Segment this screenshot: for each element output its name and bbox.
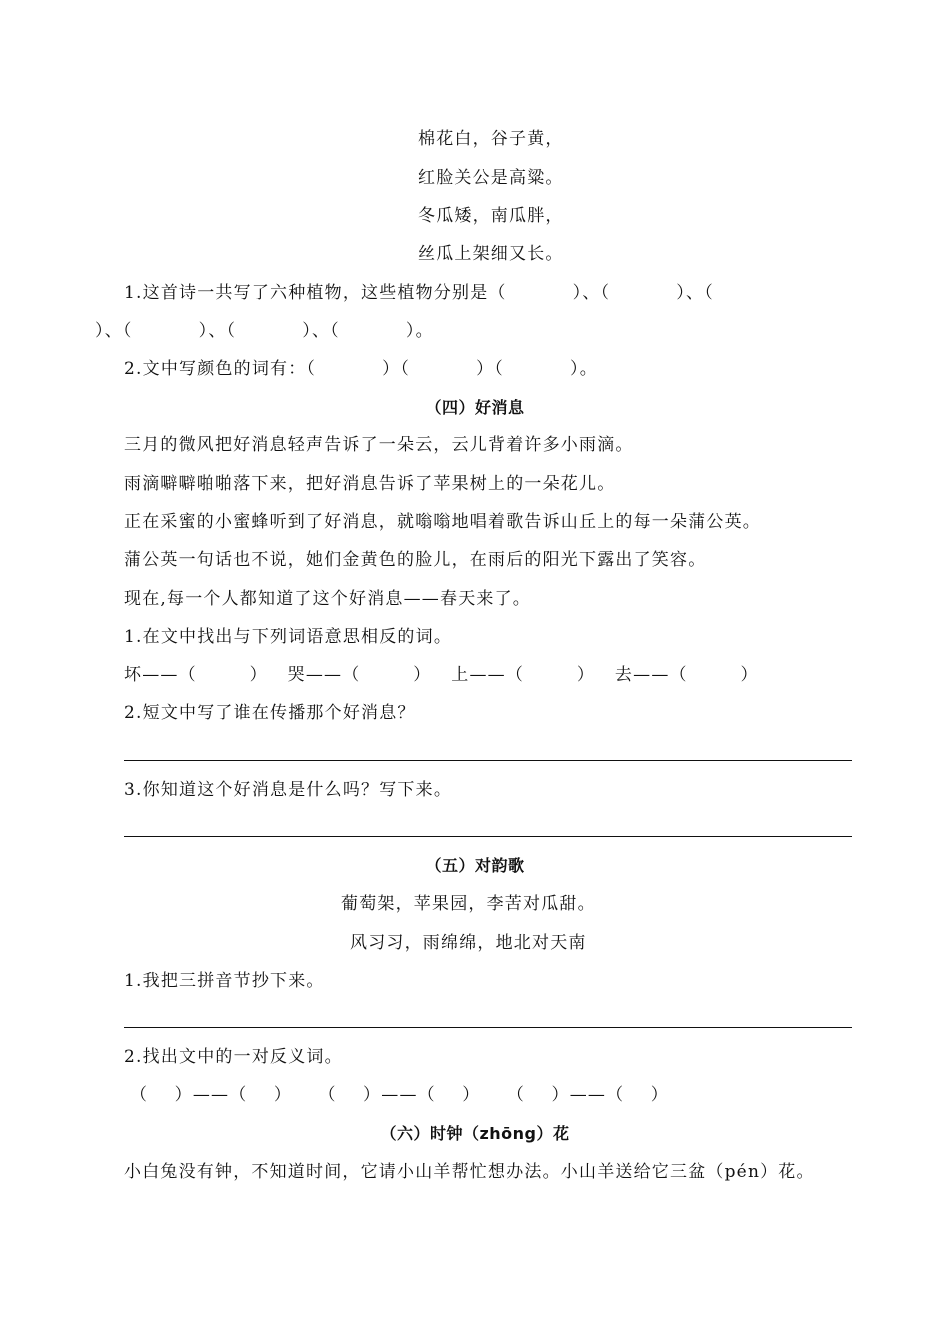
section-4-paragraph-2: 雨滴噼噼啪啪落下来，把好消息告诉了苹果树上的一朵花儿。 <box>124 474 616 494</box>
section-4-title: （四）好消息 <box>425 398 525 417</box>
section-6-title: （六）时钟（zhōng）花 <box>380 1124 570 1143</box>
section-6-paragraph: 小白兔没有钟，不知道时间，它请小山羊帮忙想办法。小山羊送给它三盆（pén）花。 <box>124 1162 815 1182</box>
answer-line-q2 <box>124 760 852 761</box>
question-3-1-line-1: 1.这首诗一共写了六种植物，这些植物分别是（ ）、（ ）、（ <box>124 283 714 303</box>
section-5-question-1: 1.我把三拼音节抄下来。 <box>124 971 325 991</box>
question-3-2: 2.文中写颜色的词有：（ ）（ ）（ ）。 <box>124 359 598 379</box>
poem-line-3: 冬瓜矮，南瓜胖， <box>418 206 564 226</box>
section-4-paragraph-5: 现在,每一个人都知道了这个好消息——春天来了。 <box>124 589 532 609</box>
antonym-pair-blanks: （ ）——（ ） （ ）——（ ） （ ）——（ ） <box>130 1085 669 1105</box>
poem-line-1: 棉花白，谷子黄， <box>418 129 564 149</box>
poem-line-2: 红脸关公是高粱。 <box>418 168 564 188</box>
section-4-question-3: 3.你知道这个好消息是什么吗？写下来。 <box>124 780 453 800</box>
answer-line-q3 <box>124 836 852 837</box>
section-4-question-2: 2.短文中写了谁在传播那个好消息？ <box>124 703 416 723</box>
rhyme-line-1: 葡萄架，苹果园，李苦对瓜甜。 <box>341 894 596 914</box>
section-4-question-1: 1.在文中找出与下列词语意思相反的词。 <box>124 627 453 647</box>
section-5-title: （五）对韵歌 <box>425 856 525 875</box>
poem-line-4: 丝瓜上架细又长。 <box>418 244 564 264</box>
section-5-question-2: 2.找出文中的一对反义词。 <box>124 1047 343 1067</box>
section-4-antonym-blanks: 坏——（ ） 哭——（ ） 上——（ ） 去——（ ） <box>124 665 759 685</box>
section-4-paragraph-1: 三月的微风把好消息轻声告诉了一朵云，云儿背着许多小雨滴。 <box>124 435 634 455</box>
rhyme-line-2: 风习习，雨绵绵，地北对天南 <box>350 933 587 953</box>
answer-line-syllables <box>124 1027 852 1028</box>
question-3-1-line-2: ）、（ ）、（ ）、（ ）。 <box>95 321 434 341</box>
section-4-paragraph-3: 正在采蜜的小蜜蜂听到了好消息，就嗡嗡地唱着歌告诉山丘上的每一朵蒲公英。 <box>124 512 761 532</box>
section-4-paragraph-4: 蒲公英一句话也不说，她们金黄色的脸儿，在雨后的阳光下露出了笑容。 <box>124 550 707 570</box>
